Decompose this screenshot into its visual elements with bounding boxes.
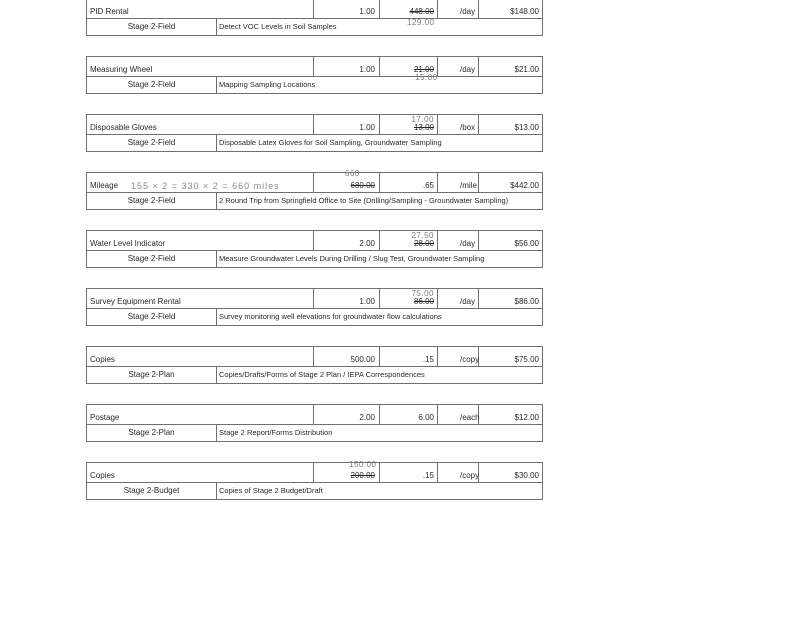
- description-row: [87, 134, 542, 152]
- description-row: [87, 424, 542, 442]
- line-item-row: [87, 405, 542, 425]
- line-item-row: [87, 0, 542, 19]
- item-quantity: 680.00: [350, 181, 375, 190]
- item-unit: /copy: [460, 471, 480, 480]
- item-description: Mapping Sampling Locations: [219, 80, 316, 89]
- handwritten-rate: 15.00: [415, 73, 438, 82]
- item-total: $21.00: [514, 65, 539, 74]
- item-description: Detect VOC Levels in Soil Samples: [219, 22, 337, 31]
- item-total: $30.00: [514, 471, 539, 480]
- line-item-row: [87, 57, 542, 77]
- item-total: $12.00: [514, 413, 539, 422]
- item-rate: 21.00: [413, 65, 434, 74]
- item-name: PID Rental: [90, 7, 129, 16]
- handwritten-quantity: 660: [345, 169, 360, 178]
- item-name: Copies: [90, 355, 115, 364]
- item-rate: .65: [422, 181, 434, 190]
- line-item-row: [87, 460, 542, 483]
- stage-label: Stage 2-Field: [127, 138, 176, 147]
- item-quantity: 2.00: [359, 413, 375, 422]
- item-description: Copies/Drafts/Forms of Stage 2 Plan / IEPA Correspondences: [219, 370, 425, 379]
- item-rate: .15: [422, 471, 434, 480]
- item-rate: 86.00: [413, 297, 434, 306]
- item-name: Mileage: [90, 181, 119, 190]
- description-row: [87, 250, 542, 268]
- item-unit: /copy: [460, 355, 480, 364]
- item-unit: /day: [460, 297, 476, 306]
- line-item-row: [87, 289, 542, 309]
- item-total: $86.00: [514, 297, 539, 306]
- item-name: Water Level Indicator: [90, 239, 166, 248]
- item-rate: 13.00: [413, 123, 434, 132]
- line-item-row: [87, 115, 542, 135]
- item-quantity: 2.00: [359, 239, 375, 248]
- item-quantity: 1.00: [359, 65, 375, 74]
- item-name: Survey Equipment Rental: [90, 297, 181, 306]
- stage-label: Stage 2-Field: [127, 254, 176, 263]
- line-item-mileage: [86, 169, 543, 210]
- item-total: $13.00: [514, 123, 539, 132]
- handwritten-mileage-note: 155 × 2 = 330 × 2 = 660 miles: [131, 181, 280, 191]
- item-quantity: 1.00: [359, 7, 375, 16]
- item-rate: 448.00: [409, 7, 434, 16]
- line-item-measuring-wheel: [86, 56, 543, 94]
- item-name: Postage: [90, 413, 120, 422]
- item-name: Disposable Gloves: [90, 123, 157, 132]
- item-rate: 28.00: [413, 239, 434, 248]
- line-item-survey-equipment-rental: [86, 288, 543, 326]
- item-quantity: 200.00: [350, 471, 375, 480]
- line-item-pid-rental: [86, 0, 543, 36]
- stage-label: Stage 2-Budget: [123, 486, 180, 495]
- handwritten-rate: 129.00: [407, 18, 435, 27]
- item-rate: .15: [422, 355, 434, 364]
- line-item-copies-plan: [86, 346, 543, 384]
- line-item-row: [87, 231, 542, 251]
- item-rate: 6.00: [418, 413, 434, 422]
- item-total: $442.00: [510, 181, 539, 190]
- item-description: 2 Round Trip from Springfield Office to Site (Drilling/Sampling - Groundwater Sampling): [219, 196, 509, 205]
- item-total: $75.00: [514, 355, 539, 364]
- item-quantity: 1.00: [359, 297, 375, 306]
- item-description: Stage 2 Report/Forms Distribution: [219, 428, 333, 437]
- line-item-water-level-indicator: [86, 230, 543, 268]
- description-row: [87, 18, 542, 36]
- item-description: Copies of Stage 2 Budget/Draft: [219, 486, 323, 495]
- line-item-disposable-gloves: [86, 114, 543, 152]
- description-row: [87, 192, 542, 210]
- handwritten-quantity: 150.00: [349, 460, 377, 469]
- description-row: [87, 482, 542, 500]
- line-item-row: [87, 347, 542, 367]
- stage-label: Stage 2-Plan: [128, 370, 175, 379]
- item-description: Disposable Latex Gloves for Soil Sampling, Groundwater Sampling: [219, 138, 442, 147]
- stage-label: Stage 2-Field: [127, 80, 176, 89]
- item-unit: /day: [460, 7, 476, 16]
- stage-label: Stage 2-Field: [127, 196, 176, 205]
- stage-label: Stage 2-Field: [127, 22, 176, 31]
- item-quantity: 500.00: [350, 355, 375, 364]
- item-unit: /day: [460, 65, 476, 74]
- item-unit: /mile: [460, 181, 477, 190]
- item-description: Survey monitoring well elevations for groundwater flow calculations: [219, 312, 442, 321]
- handwritten-rate: 17.00: [411, 115, 434, 124]
- handwritten-rate: 75.00: [411, 289, 434, 298]
- description-row: [87, 73, 542, 94]
- line-item-postage: [86, 404, 543, 442]
- item-name: Measuring Wheel: [90, 65, 153, 74]
- item-unit: /box: [460, 123, 476, 132]
- stage-label: Stage 2-Field: [127, 312, 176, 321]
- item-description: Measure Groundwater Levels During Drilling / Slug Test, Groundwater Sampling: [219, 254, 485, 263]
- line-item-row: [87, 169, 542, 193]
- stage-label: Stage 2-Plan: [128, 428, 175, 437]
- item-name: Copies: [90, 471, 115, 480]
- item-unit: /day: [460, 239, 476, 248]
- description-row: [87, 366, 542, 384]
- item-quantity: 1.00: [359, 123, 375, 132]
- description-row: [87, 308, 542, 326]
- item-total: $56.00: [514, 239, 539, 248]
- item-unit: /each: [460, 413, 480, 422]
- handwritten-rate: 27.50: [411, 231, 434, 240]
- item-total: $148.00: [510, 7, 539, 16]
- line-item-copies-budget: [86, 462, 543, 500]
